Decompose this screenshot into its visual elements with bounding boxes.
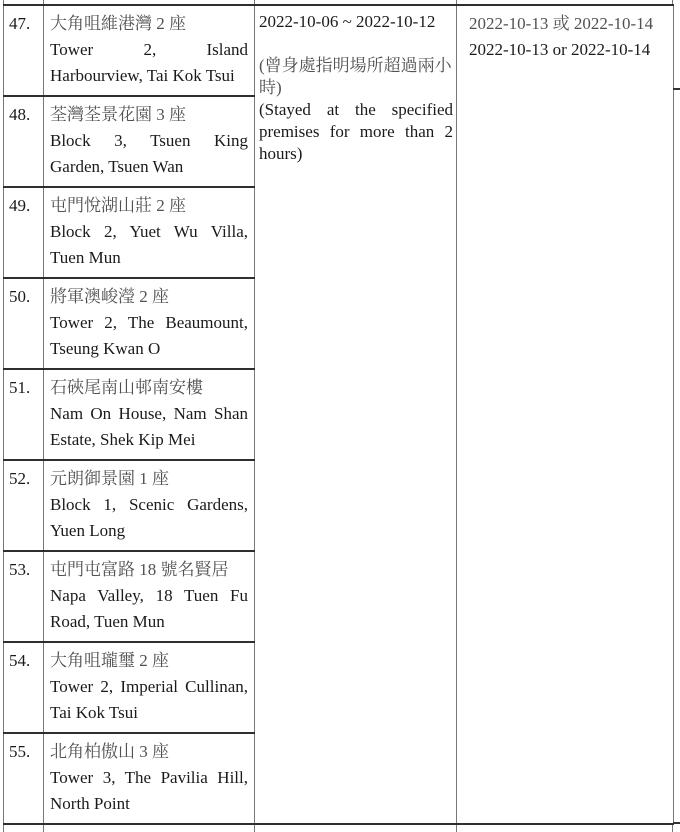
premises-cell [44,460,255,551]
premises-name-en: Tower 2, Island Harbourview, Tai Kok Tsui [50,40,248,85]
premises-name-en: Tower 2, Imperial Cullinan, Tai Kok Tsui [50,677,248,722]
row-number: 53. [4,551,44,642]
premises-cell [44,642,255,733]
table-row [4,5,674,96]
grid-line-segment [673,822,680,824]
row-number: 50. [4,278,44,369]
premises-cell [44,551,255,642]
premises-name-en: Tower 3, The Pavilia Hill, North Point [50,768,248,813]
premises-name-en: Napa Valley, 18 Tuen Fu Road, Tuen Mun [50,586,248,631]
premises-name-en: Block 1, Scenic Gardens, Yuen Long [50,495,248,540]
premises-name-zh: 屯門悅湖山莊 2 座 [50,196,186,215]
premises-name-en: Tower 2, The Beaumount, Tseung Kwan O [50,313,248,358]
grid-line-stub [3,825,4,832]
row-number: 47. [4,5,44,96]
row-number: 55. [4,733,44,824]
specified-period-cell [255,5,457,824]
blank-line [259,33,453,55]
premises-cell [44,5,255,96]
grid-line-stub [254,825,255,832]
row-number: 51. [4,369,44,460]
premises-name-zh: 元朗御景園 1 座 [50,469,169,488]
grid-line-stub [672,825,673,832]
testing-premises-table [3,4,674,825]
premises-cell [44,278,255,369]
premises-name-zh: 大角咀維港灣 2 座 [50,14,186,33]
grid-line-stub [456,825,457,832]
premises-cell [44,369,255,460]
premises-name-en: Block 3, Tsuen King Garden, Tsuen Wan [50,131,248,176]
premises-name-zh: 石硤尾南山邨南安樓 [50,378,203,397]
row-number: 48. [4,96,44,187]
grid-line-segment [673,88,680,90]
period-note-en: (Stayed at the specified premises for more than 2 hours) [259,100,453,163]
period-note-zh: (曾身處指明場所超過兩小時) [259,56,452,97]
premises-name-zh: 大角咀瓏璽 2 座 [50,651,169,670]
grid-line-stub [43,825,44,832]
row-number: 52. [4,460,44,551]
row-number: 54. [4,642,44,733]
premises-name-en: Nam On House, Nam Shan Estate, Shek Kip Mei [50,404,248,449]
test-date-zh: 2022-10-13 或 2022-10-14 [469,14,654,33]
premises-name-zh: 荃灣荃景花園 3 座 [50,105,186,124]
premises-name-zh: 屯門屯富路 18 號名賢居 [50,560,229,579]
premises-cell [44,187,255,278]
premises-name-zh: 北角柏傲山 3 座 [50,742,169,761]
test-date-cell [457,5,674,824]
premises-cell [44,733,255,824]
premises-name-en: Block 2, Yuet Wu Villa, Tuen Mun [50,222,248,267]
row-number: 49. [4,187,44,278]
test-date-en: 2022-10-13 or 2022-10-14 [469,40,651,59]
specified-period-range: 2022-10-06 ~ 2022-10-12 [259,12,436,31]
premises-name-zh: 將軍澳峻瀅 2 座 [50,287,169,306]
premises-cell [44,96,255,187]
